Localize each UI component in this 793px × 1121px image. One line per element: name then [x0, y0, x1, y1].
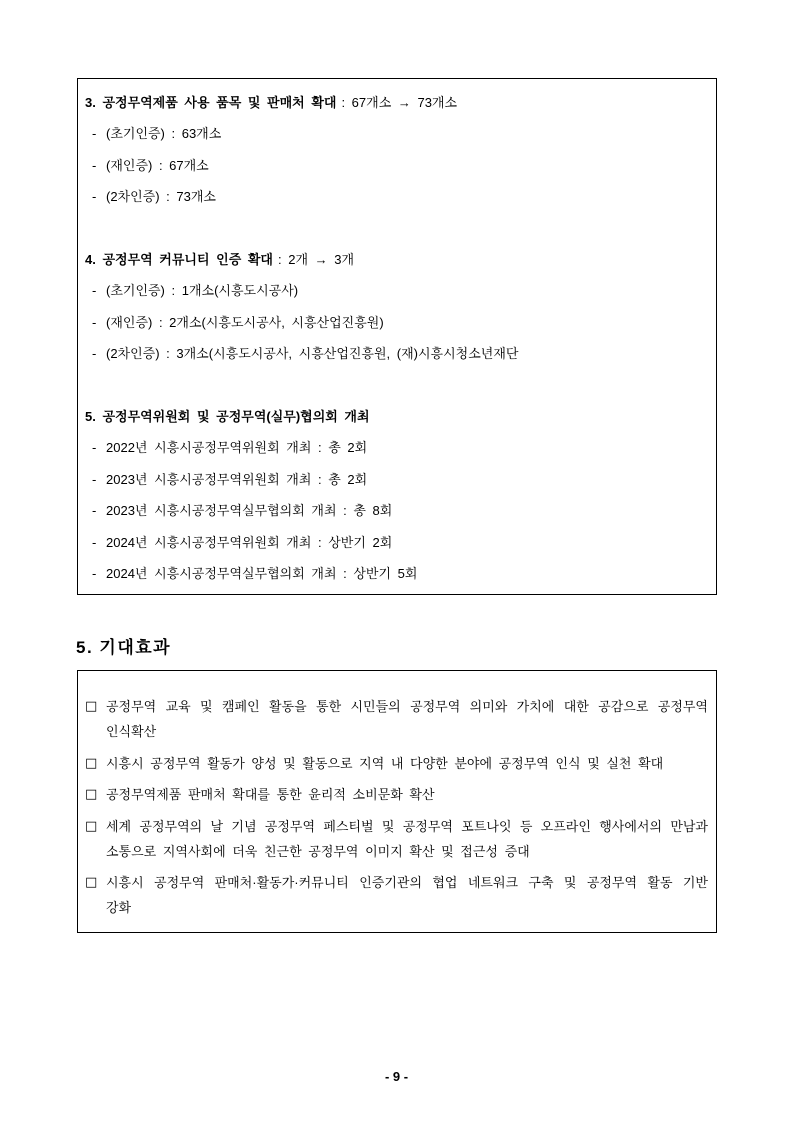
effect-text-line: 소통으로 지역사회에 더욱 친근한 공정무역 이미지 확산 및 접근성 증대 [106, 843, 530, 859]
list-item-text: 2023년 시흥시공정무역위원회 개최 : 총 2회 [106, 471, 368, 487]
section-title: 4. 공정무역 커뮤니티 인증 확대 [85, 252, 273, 268]
list-item [78, 527, 716, 558]
list-item-text: (초기인증) : 63개소 [106, 126, 222, 142]
section-title-line [78, 87, 716, 118]
effect-item [85, 751, 708, 776]
section-title: 3. 공정무역제품 사용 품목 및 판매처 확대 [85, 95, 337, 110]
section-detail: : 67개소 → 73개소 [341, 95, 458, 110]
section-title-line [78, 401, 716, 432]
list-item-text: (초기인증) : 1개소(시흥도시공사) [106, 283, 299, 299]
square-bullet: □ [85, 875, 98, 890]
list-item-text: (2차인증) : 73개소 [106, 189, 216, 205]
dash-marker: - [92, 440, 97, 456]
effect-text-line: 공정무역제품 판매처 확대를 통한 윤리적 소비문화 확산 [106, 787, 435, 802]
expected-effects-box [77, 670, 717, 933]
effect-item [85, 782, 708, 807]
list-item-text: 2024년 시흥시공정무역위원회 개최 : 상반기 2회 [106, 534, 393, 550]
page-number: - 9 - [384, 1069, 409, 1084]
section-committee-meetings [78, 401, 716, 589]
list-item-text: 2024년 시흥시공정무역실무협의회 개최 : 상반기 5회 [106, 566, 418, 582]
list-item [78, 464, 716, 495]
dash-marker: - [92, 157, 97, 173]
list-item [78, 338, 716, 369]
square-bullet: □ [85, 755, 98, 771]
effect-text [106, 694, 708, 744]
section-product-outlets [78, 87, 716, 213]
section-community-certification [78, 244, 716, 370]
effect-item [85, 694, 708, 744]
list-item-text: (2차인증) : 3개소(시흥도시공사, 시흥산업진흥원, (재)시흥시청소년재단 [106, 346, 519, 362]
list-item [78, 275, 716, 306]
effect-text [106, 814, 708, 864]
list-item [78, 432, 716, 463]
square-bullet: □ [85, 699, 98, 714]
effect-text [106, 870, 708, 920]
effect-text-line: 강화 [106, 900, 132, 915]
square-bullet: □ [85, 818, 98, 834]
list-item [78, 307, 716, 338]
square-bullet: □ [85, 787, 98, 802]
list-item [78, 181, 716, 212]
list-item [78, 118, 716, 149]
effect-item [85, 870, 708, 920]
dash-marker: - [92, 471, 97, 487]
effect-text [106, 751, 708, 776]
expected-effects-heading: 5. 기대효과 [76, 638, 172, 657]
list-item-text: (재인증) : 67개소 [106, 157, 209, 173]
section-title-line [78, 244, 716, 275]
dash-marker: - [92, 534, 97, 550]
dash-marker: - [92, 346, 97, 362]
section-detail: : 2개 → 3개 [278, 252, 355, 268]
effect-text-line: 공정무역 교육 및 캠페인 활동을 통한 시민들의 공정무역 의미와 가치에 대한 공감으로 공정무역 [106, 699, 708, 714]
list-item-text: 2023년 시흥시공정무역실무협의회 개최 : 총 8회 [106, 503, 393, 519]
list-item-text: 2022년 시흥시공정무역위원회 개최 : 총 2회 [106, 440, 368, 456]
dash-marker: - [92, 314, 97, 330]
effect-text-line: 세계 공정무역의 날 기념 공정무역 페스티벌 및 공정무역 포트나잇 등 오프라인 행사에서의 만남과 [106, 818, 708, 834]
effect-text-line: 시흥시 공정무역 판매처·활동가·커뮤니티 인증기관의 협업 네트워크 구축 및 공정무역 활동 기반 [106, 875, 708, 890]
dash-marker: - [92, 189, 97, 205]
dash-marker: - [92, 126, 97, 142]
dash-marker: - [92, 566, 97, 582]
dash-marker: - [92, 283, 97, 299]
section-title: 5. 공정무역위원회 및 공정무역(실무)협의회 개최 [85, 409, 370, 425]
effect-item [85, 814, 708, 864]
list-item-text: (재인증) : 2개소(시흥도시공사, 시흥산업진흥원) [106, 314, 384, 330]
dash-marker: - [92, 503, 97, 519]
effect-text [106, 782, 708, 807]
effect-text-line: 인식확산 [106, 724, 157, 739]
summary-box [77, 78, 717, 595]
list-item [78, 150, 716, 181]
effect-text-line: 시흥시 공정무역 활동가 양성 및 활동으로 지역 내 다양한 분야에 공정무역 인식 및 실천 확대 [106, 755, 664, 771]
list-item [78, 495, 716, 526]
list-item [78, 558, 716, 589]
